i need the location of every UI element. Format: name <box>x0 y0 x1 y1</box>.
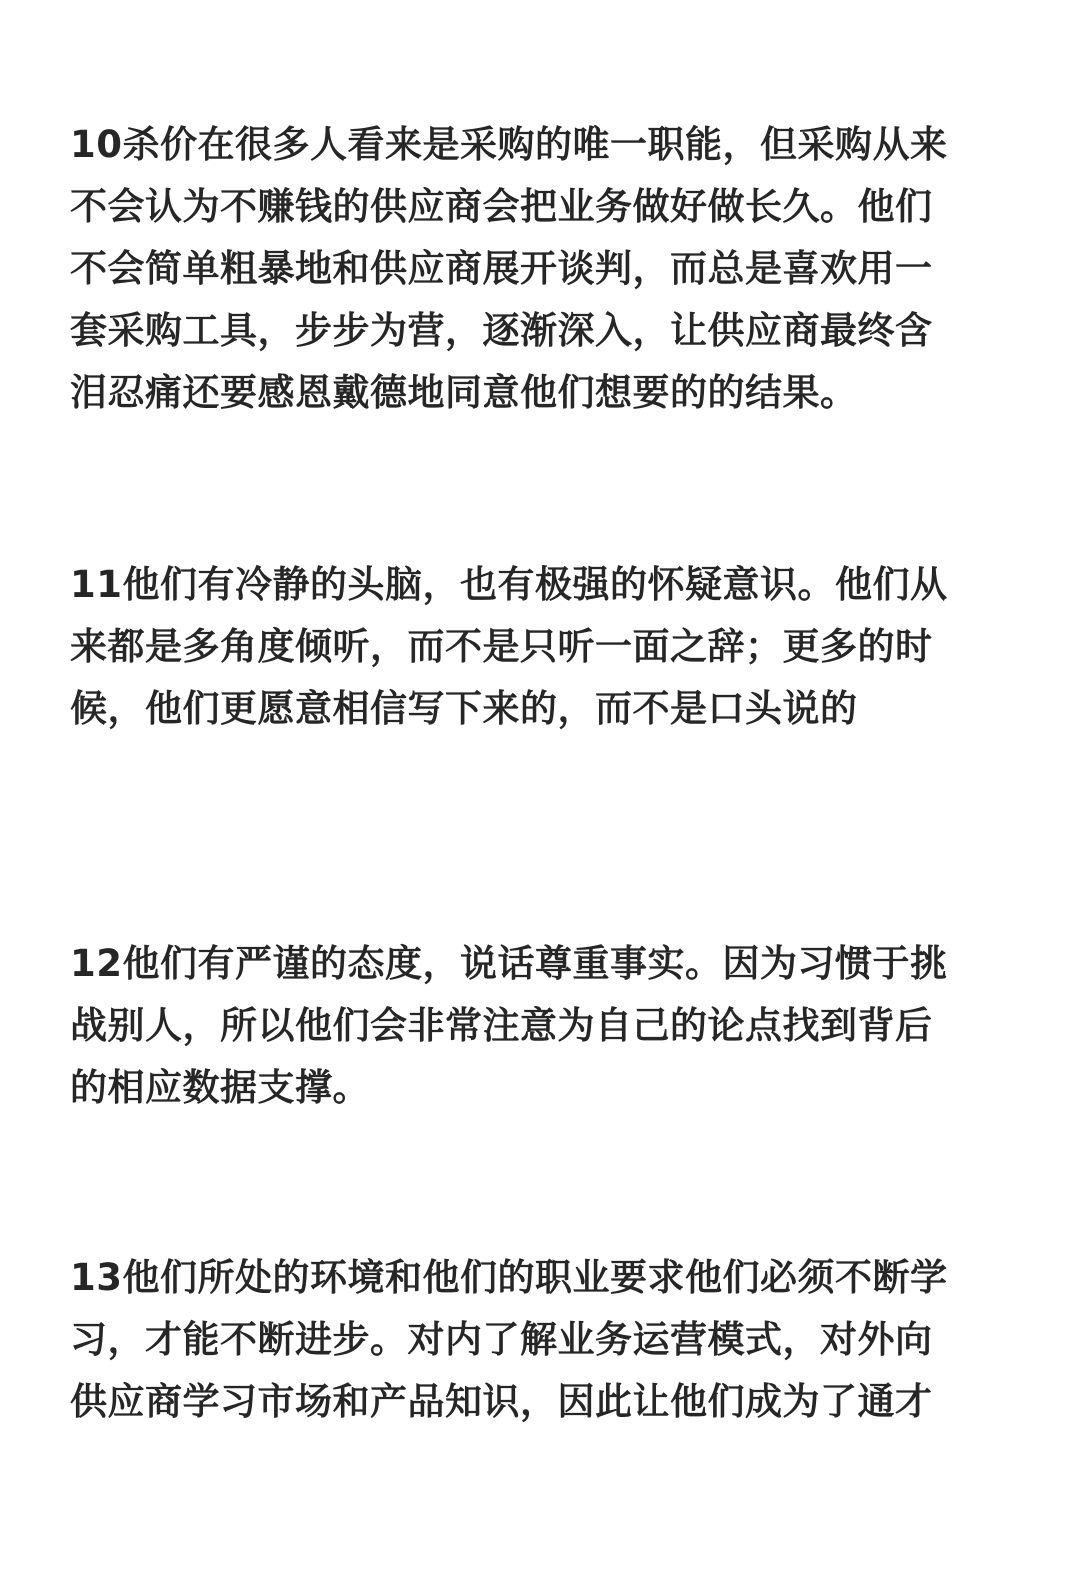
paragraph-11 <box>70 554 1000 740</box>
text-line: 不会简单粗暴地和供应商展开谈判，而总是喜欢用一 <box>70 247 933 290</box>
paragraph-10 <box>70 114 1000 424</box>
text-line: 来都是多角度倾听，而不是只听一面之辞；更多的时 <box>70 625 933 668</box>
text-line: 套采购工具，步步为营，逐渐深入，让供应商最终含 <box>70 309 933 352</box>
text-line: 习，才能不断进步。对内了解业务运营模式，对外向 <box>70 1318 933 1361</box>
text-line: 泪忍痛还要感恩戴德地同意他们想要的的结果。 <box>70 371 858 414</box>
text-line: 12他们有严谨的态度，说话尊重事实。因为习惯于挑 <box>70 942 948 985</box>
text-line: 战别人，所以他们会非常注意为自己的论点找到背后 <box>70 1004 933 1047</box>
text-line: 不会认为不赚钱的供应商会把业务做好做长久。他们 <box>70 185 933 228</box>
text-line: 的相应数据支撑。 <box>70 1066 370 1109</box>
paragraph-13 <box>70 1247 1000 1433</box>
text-line: 11他们有冷静的头脑，也有极强的怀疑意识。他们从 <box>70 563 948 606</box>
text-line: 13他们所处的环境和他们的职业要求他们必须不断学 <box>70 1256 948 1299</box>
paragraph-12 <box>70 933 1000 1119</box>
text-line: 候，他们更愿意相信写下来的，而不是口头说的 <box>70 687 858 730</box>
text-line: 10杀价在很多人看来是采购的唯一职能，但采购从来 <box>70 123 948 166</box>
text-line: 供应商学习市场和产品知识，因此让他们成为了通才 <box>70 1380 933 1423</box>
